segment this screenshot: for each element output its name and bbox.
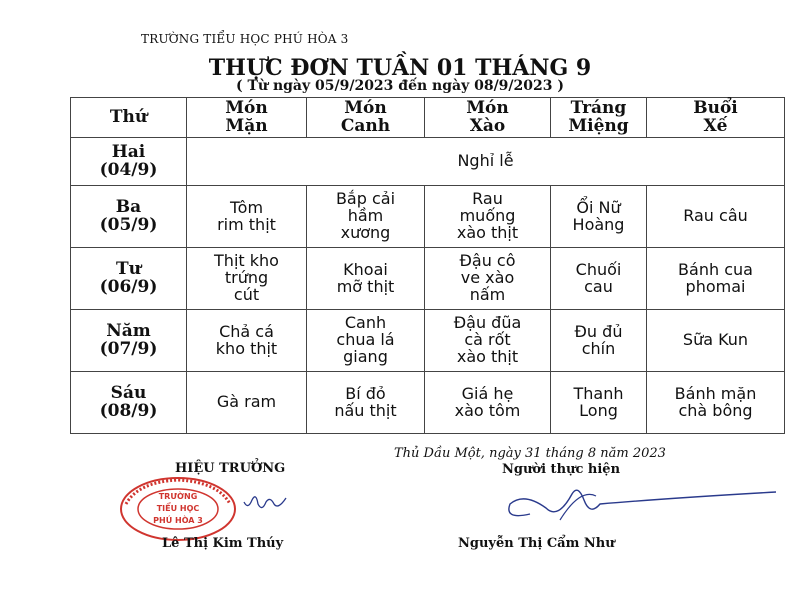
school-stamp — [118, 476, 238, 542]
header-row — [71, 98, 785, 138]
place-date-line: Thủ Dầu Một, ngày 31 tháng 8 năm 2023 — [394, 446, 666, 461]
menu-cell: Đu đủ chín — [551, 310, 647, 372]
day-cell: Năm (07/9) — [71, 310, 187, 372]
stamp-line-3: PHÚ HÒA 3 — [153, 516, 203, 525]
table-row-wednesday — [71, 248, 785, 310]
table-row-friday — [71, 372, 785, 434]
menu-cell: Thanh Long — [551, 372, 647, 434]
menu-title: THỰC ĐƠN TUẦN 01 THÁNG 9 — [208, 55, 592, 81]
weekly-menu-table — [70, 97, 785, 434]
menu-cell: Đậu cô ve xào nấm — [425, 248, 551, 310]
col-header-stir-fry: Món Xào — [425, 98, 551, 138]
menu-cell: Chả cá kho thịt — [187, 310, 307, 372]
principal-signature — [240, 488, 290, 516]
day-cell: Ba (05/9) — [71, 186, 187, 248]
executor-signature — [500, 480, 780, 532]
menu-cell: Bí đỏ nấu thịt — [307, 372, 425, 434]
menu-cell: Sữa Kun — [647, 310, 785, 372]
executor-label: Người thực hiện — [502, 462, 621, 477]
principal-label: HIỆU TRƯỞNG — [175, 461, 286, 476]
day-cell: Sáu (08/9) — [71, 372, 187, 434]
menu-cell: Thịt kho trứng cút — [187, 248, 307, 310]
holiday-cell: Nghỉ lễ — [187, 138, 785, 186]
table-row-tuesday — [71, 186, 785, 248]
menu-cell: Bánh mặn chà bông — [647, 372, 785, 434]
menu-cell: Rau câu — [647, 186, 785, 248]
menu-cell: Bắp cải hầm xương — [307, 186, 425, 248]
menu-cell: Bánh cua phomai — [647, 248, 785, 310]
col-header-soup: Món Canh — [307, 98, 425, 138]
menu-cell: Rau muống xào thịt — [425, 186, 551, 248]
col-header-snack: Buổi Xế — [647, 98, 785, 138]
menu-cell: Canh chua lá giang — [307, 310, 425, 372]
menu-cell: Đậu đũa cà rốt xào thịt — [425, 310, 551, 372]
col-header-day: Thứ — [71, 98, 187, 138]
menu-cell: Chuối cau — [551, 248, 647, 310]
executor-name: Nguyễn Thị Cẩm Như — [458, 536, 615, 551]
principal-name: Lê Thị Kim Thúy — [162, 536, 284, 551]
stamp-line-2: TIỂU HỌC — [156, 504, 200, 513]
stamp-line-1: TRƯỜNG — [158, 492, 198, 501]
menu-cell: Gà ram — [187, 372, 307, 434]
menu-cell: Tôm rim thịt — [187, 186, 307, 248]
table-row-thursday — [71, 310, 785, 372]
menu-cell: Ổi Nữ Hoàng — [551, 186, 647, 248]
col-header-main-dish: Món Mặn — [187, 98, 307, 138]
col-header-dessert: Tráng Miệng — [551, 98, 647, 138]
menu-cell: Khoai mỡ thịt — [307, 248, 425, 310]
table-row-monday — [71, 138, 785, 186]
school-name: TRƯỜNG TIỂU HỌC PHÚ HÒA 3 — [141, 32, 349, 46]
day-cell: Hai (04/9) — [71, 138, 187, 186]
day-cell: Tư (06/9) — [71, 248, 187, 310]
date-range: ( Từ ngày 05/9/2023 đến ngày 08/9/2023 ) — [235, 78, 564, 94]
menu-cell: Giá hẹ xào tôm — [425, 372, 551, 434]
